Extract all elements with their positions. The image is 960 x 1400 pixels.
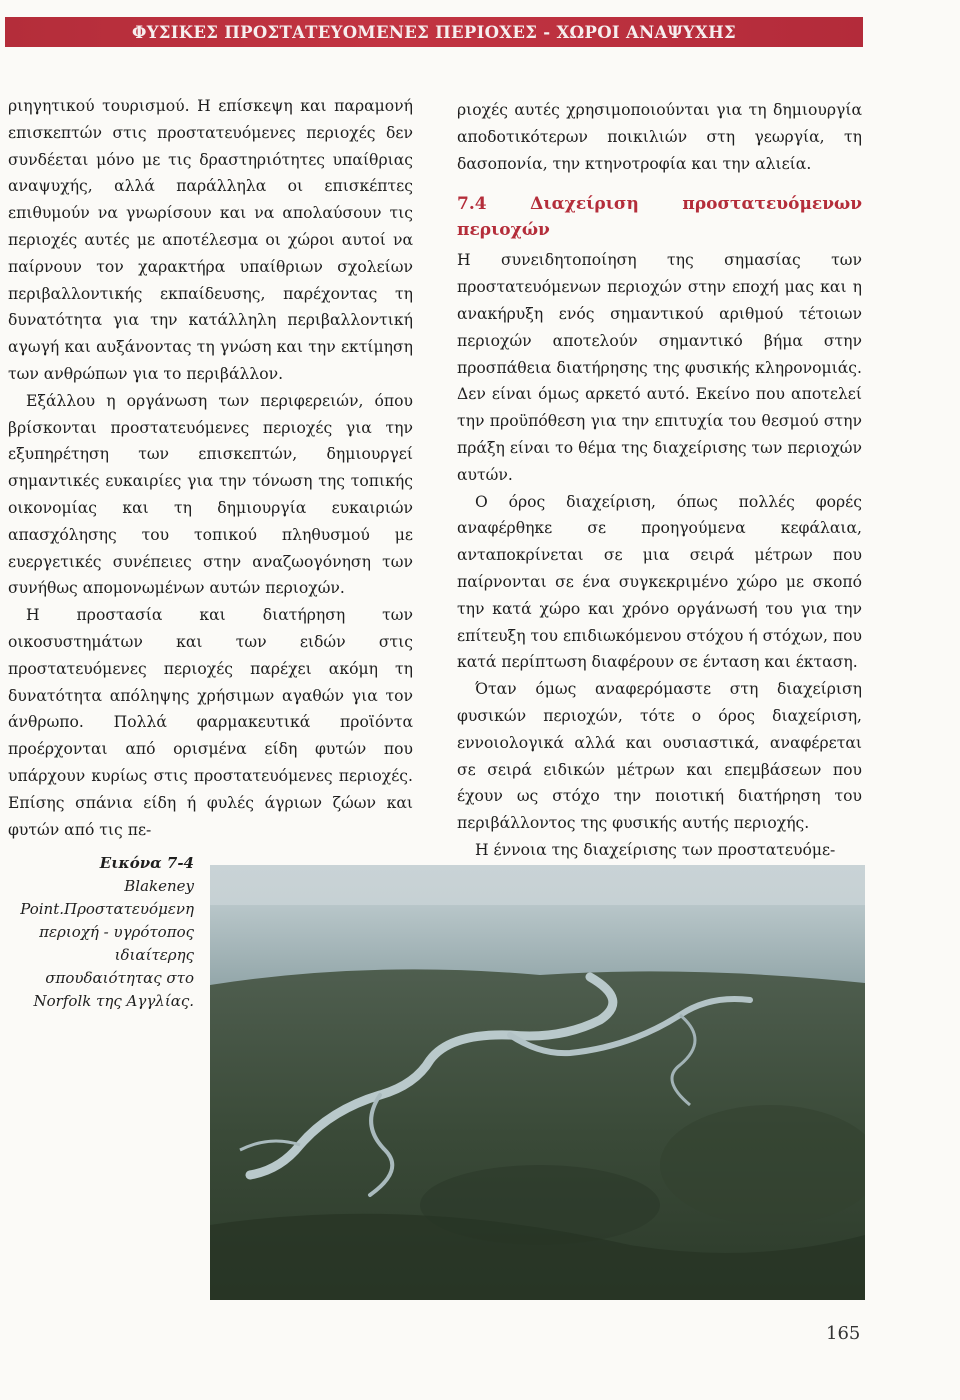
right-paragraph-3: Ο όρος διαχείριση, όπως πολλές φορές αναφέρθηκε σε προηγούμενα κεφάλαια, ανταποκρίνεται σε μια σειρά μέτρων που παίρνονται σε ένα συγκεκριμένο χώρο με σκοπό την κατά χώρο και χρόνο οργάνωσή του για την επίτευξη του επιδιωκόμενου στόχου ή στόχων, που κατά περίπτωση διαφέρουν σε ένταση και έκταση. <box>457 492 862 672</box>
page-number: 165 <box>826 1323 861 1344</box>
left-column <box>8 93 413 843</box>
wetland-aerial-photo <box>210 865 865 1300</box>
left-paragraph-1: ριηγητικού τουρισμού. Η επίσκεψη και παραμονή επισκεπτών στις προστατευόμενες περιοχές δεν συνδέεται μόνο με τις δραστηριότητες υπαίθριας αναψυχής, αλλά παράλληλα οι επισκέπτες επιθυμούν να γνωρίσουν και να απολαύσουν τις περιοχές αυτές με αποτέλεσμα οι χώροι αυτοί να παίρνουν τον χαρακτήρα υπαίθριων σχολείων περιβαλλοντικής εκπαίδευσης, παρέχοντας τη δυνατότητα για την κατάλληλη περιβαλλοντική αγωγή και αυξάνοντας τη γνώση και την εκτίμηση των ανθρώπων για το περιβάλλον. <box>8 97 413 383</box>
figure-caption <box>20 852 194 1013</box>
left-paragraph-3: Η προστασία και διατήρηση των οικοσυστημάτων και των ειδών στις προστατευόμενες περιοχές παρέχει ακόμη τη δυνατότητα απόληψης χρήσιμων αγαθών για τον άνθρωπο. Πολλά φαρμακευτικά προϊόντα προέρχονται από ορισμένα είδη φυτών που υπάρχουν κυρίως στις προστατευόμενες περιοχές. Επίσης σπάνια είδη ή φυλές άγριων ζώων και φυτών από τις πε- <box>8 606 413 839</box>
right-paragraph-1: ριοχές αυτές χρησιμοποιούνται για τη δημιουργία αποδοτικότερων ποικιλιών στη γεωργία, τη δασοπονία, την κτηνοτροφία και την αλιεία. <box>457 101 862 173</box>
figure-caption-text: Blakeney Point.Προστατευόμενη περιοχή - υγρότοπος ιδιαίτερης σπουδαιότητας στο Norfolk της Αγγλίας. <box>20 877 194 1010</box>
section-heading: 7.4 Διαχείριση προστατευόμενων περιοχών <box>457 194 862 241</box>
right-paragraph-5: Η έννοια της διαχείρισης των προστατευόμε- <box>475 840 836 859</box>
chapter-header-title: ΦΥΣΙΚΕΣ ΠΡΟΣΤΑΤΕΥΟΜΕΝΕΣ ΠΕΡΙΟΧΕΣ - ΧΩΡΟΙ ΑΝΑΨΥΧΗΣ <box>132 22 736 42</box>
figure-label: Εικόνα 7-4 <box>99 854 194 872</box>
left-paragraph-2: Εξάλλου η οργάνωση των περιφερειών, όπου βρίσκονται προστατευόμενες περιοχές για την εξυπηρέτηση των επισκεπτών, δημιουργεί σημαντικές ευκαιρίες για την τόνωση της τοπικής οικονομίας και τη δημιουργία ευκαιριών απασχόλησης του τοπικού πληθυσμού με ευεργετικές συνέπειες στην αναζωογόνηση των συνήθως απομονωμένων αυτών περιοχών. <box>8 391 413 598</box>
chapter-header-banner <box>5 17 863 47</box>
right-paragraph-4: Όταν όμως αναφερόμαστε στη διαχείριση φυσικών περιοχών, τότε ο όρος διαχείριση, εννοιολογικά αλλά και ουσιαστικά, αναφέρεται σε σειρά ειδικών μέτρων και επεμβάσεων που έχουν ως στόχο την ποιοτική διατήρηση του περιβάλλοντος της φυσικής αυτής περιοχής. <box>457 680 862 833</box>
right-column <box>457 97 862 864</box>
right-paragraph-2: Η συνειδητοποίηση της σημασίας των προστατευόμενων περιοχών στην εποχή μας και η ανακήρυξη ενός σημαντικού αριθμού τέτοιων περιοχών αποτελούν σημαντικό βήμα στην προσπάθεια διατήρησης της φυσικής κληρονομιάς. Δεν είναι όμως αρκετό αυτό. Εκείνο που αποτελεί την προϋπόθεση για την επιτυχία του θεσμού στην πράξη είναι το θέμα της διαχείρισης των περιοχών αυτών. <box>457 251 862 484</box>
